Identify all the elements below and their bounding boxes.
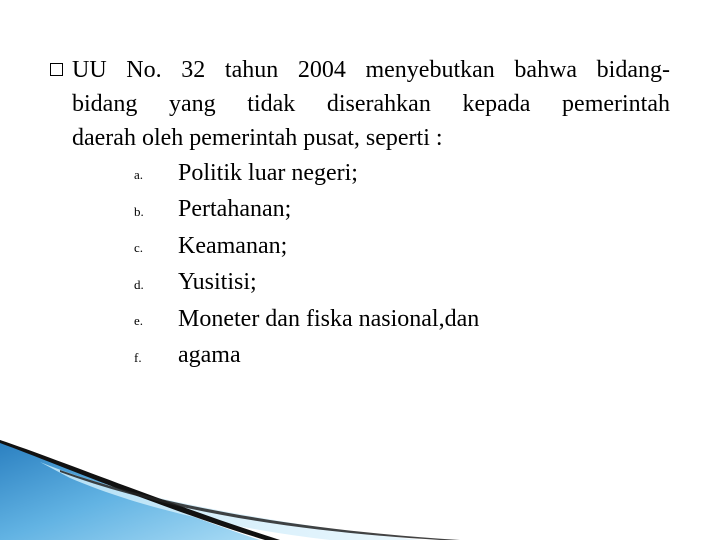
bullet-paragraph bbox=[50, 53, 670, 155]
list-marker: e. bbox=[134, 313, 144, 329]
decorative-wave-graphic bbox=[0, 440, 720, 540]
list-item-text: Keamanan; bbox=[178, 232, 288, 259]
paragraph-line-3 bbox=[50, 121, 670, 155]
list-item-text: agama bbox=[178, 342, 241, 369]
lettered-list bbox=[134, 155, 479, 374]
list-item bbox=[134, 301, 479, 338]
list-item bbox=[134, 338, 479, 375]
list-marker: b. bbox=[134, 203, 144, 219]
square-bullet-icon bbox=[50, 63, 63, 76]
list-item bbox=[134, 265, 479, 302]
list-marker: d. bbox=[134, 276, 144, 292]
paragraph-line-1 bbox=[50, 53, 670, 87]
list-item-text: Pertahanan; bbox=[178, 196, 292, 223]
list-marker: f. bbox=[134, 349, 142, 365]
paragraph-line-2 bbox=[50, 87, 670, 121]
list-marker: c. bbox=[134, 240, 144, 256]
list-item bbox=[134, 192, 479, 229]
list-item-text: Moneter dan fiska nasional,dan bbox=[178, 305, 480, 332]
list-item bbox=[134, 228, 479, 265]
list-item-text: Politik luar negeri; bbox=[178, 159, 358, 186]
list-marker: a. bbox=[134, 167, 144, 183]
list-item bbox=[134, 155, 479, 192]
paragraph-text-line-3: daerah oleh pemerintah pusat, seperti : bbox=[72, 125, 443, 151]
paragraph-text-line-2: bidang yang tidak diserahkan kepada pemerintah bbox=[72, 91, 670, 117]
paragraph-text-line-1: UU No. 32 tahun 2004 menyebutkan bahwa bidang- bbox=[72, 57, 670, 83]
list-item-text: Yusitisi; bbox=[178, 269, 257, 296]
